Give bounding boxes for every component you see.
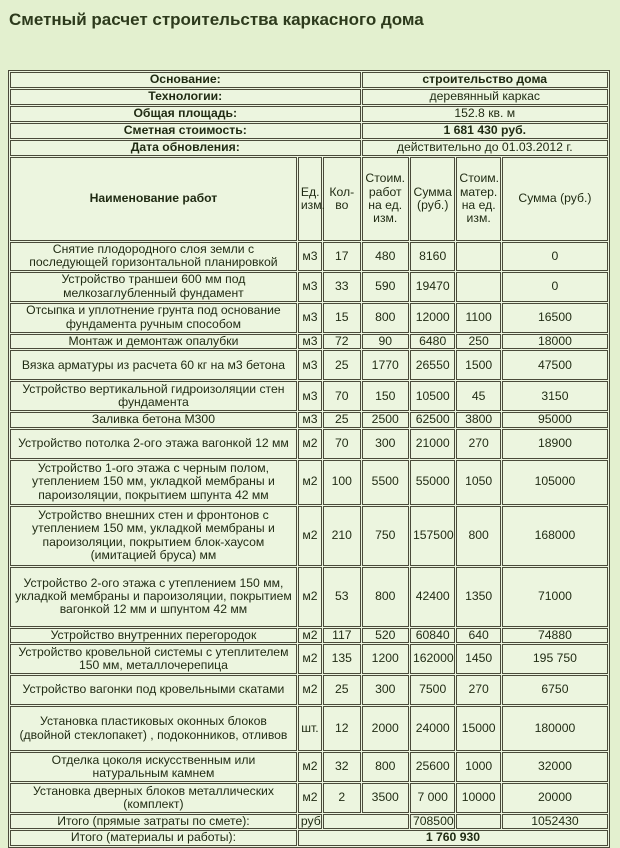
- material-price: 3800: [456, 412, 500, 427]
- material-sum: 20000: [502, 783, 608, 813]
- subtotal-empty: [456, 814, 500, 829]
- material-sum: 195 750: [502, 644, 608, 674]
- column-header-name: Наименование работ: [10, 157, 297, 241]
- quantity: 70: [323, 429, 360, 459]
- work-price: 90: [362, 334, 409, 349]
- work-name: Установка дверных блоков металлических (комплект): [10, 783, 297, 813]
- column-header-work-price: Стоим. работ на ед. изм.: [362, 157, 409, 241]
- unit: м3: [298, 303, 322, 333]
- material-sum: 3150: [502, 381, 608, 411]
- work-price: 800: [362, 303, 409, 333]
- quantity: 100: [323, 460, 360, 505]
- work-price: 300: [362, 429, 409, 459]
- table-header-row: [10, 157, 608, 241]
- quantity: 72: [323, 334, 360, 349]
- subtotal-row: [10, 814, 608, 829]
- unit: м2: [298, 429, 322, 459]
- quantity: 25: [323, 350, 360, 380]
- material-sum: 6750: [502, 675, 608, 705]
- info-value: строительство дома: [362, 72, 609, 88]
- work-price: 5500: [362, 460, 409, 505]
- column-header-qty: Кол-во: [323, 157, 360, 241]
- table-row: [10, 628, 608, 643]
- work-sum: 42400: [410, 567, 455, 627]
- unit: м3: [298, 381, 322, 411]
- table-row: [10, 350, 608, 380]
- unit: м2: [298, 783, 322, 813]
- work-sum: 157500: [410, 506, 455, 566]
- table-row: [10, 460, 608, 505]
- work-name: Устройство внутренних перегородок: [10, 628, 297, 643]
- material-price: 270: [456, 429, 500, 459]
- quantity: 135: [323, 644, 360, 674]
- unit: м2: [298, 567, 322, 627]
- work-price: 2000: [362, 706, 409, 751]
- info-row: [10, 89, 608, 105]
- material-sum: 0: [502, 242, 608, 271]
- material-sum: 105000: [502, 460, 608, 505]
- page-title: Сметный расчет строительства каркасного дома: [9, 10, 424, 29]
- work-sum: 24000: [410, 706, 455, 751]
- quantity: 32: [323, 752, 360, 782]
- quantity: 17: [323, 242, 360, 271]
- work-sum: 6480: [410, 334, 455, 349]
- work-sum: 10500: [410, 381, 455, 411]
- column-header-material-price: Стоим. матер. на ед. изм.: [456, 157, 500, 241]
- work-name: Отсыпка и уплотнение грунта под основание фундамента ручным способом: [10, 303, 297, 333]
- quantity: 25: [323, 675, 360, 705]
- work-name: Устройство внешних стен и фронтонов с утеплением 150 мм, укладкой мембраны и пароизоляции, покрытием блок-хаусом (имитацией бруса) мм: [10, 506, 297, 566]
- quantity: 2: [323, 783, 360, 813]
- material-sum: 0: [502, 272, 608, 302]
- material-sum: 180000: [502, 706, 608, 751]
- quantity: 53: [323, 567, 360, 627]
- work-sum: 62500: [410, 412, 455, 427]
- work-price: 2500: [362, 412, 409, 427]
- work-name: Отделка цоколя искусственным или натуральным камнем: [10, 752, 297, 782]
- estimate-table: [8, 70, 610, 848]
- material-price: 1050: [456, 460, 500, 505]
- work-name: Устройство 1-ого этажа с черным полом, утеплением 150 мм, укладкой мембраны и пароизоляции, покрытием шпунта 42 мм: [10, 460, 297, 505]
- info-row: [10, 106, 608, 122]
- material-price: 800: [456, 506, 500, 566]
- info-label: Общая площадь:: [10, 106, 361, 122]
- total-label: Итого (материалы и работы):: [10, 830, 297, 845]
- material-price: 250: [456, 334, 500, 349]
- column-header-work-sum: Сумма (руб.): [410, 157, 455, 241]
- table-row: [10, 752, 608, 782]
- material-sum: 95000: [502, 412, 608, 427]
- info-value: 1 681 430 руб.: [362, 123, 609, 139]
- total-row: [10, 830, 608, 845]
- work-price: 590: [362, 272, 409, 302]
- material-sum: 16500: [502, 303, 608, 333]
- info-label: Технологии:: [10, 89, 361, 105]
- table-row: [10, 272, 608, 302]
- unit: м2: [298, 628, 322, 643]
- unit: м2: [298, 460, 322, 505]
- work-name: Вязка арматуры из расчета 60 кг на м3 бетона: [10, 350, 297, 380]
- table-row: [10, 675, 608, 705]
- material-sum: 47500: [502, 350, 608, 380]
- estimate-table-container: [8, 70, 610, 848]
- material-price: 45: [456, 381, 500, 411]
- unit: м3: [298, 412, 322, 427]
- material-sum: 71000: [502, 567, 608, 627]
- info-row: [10, 123, 608, 139]
- info-row: [10, 140, 608, 156]
- info-value: 152.8 кв. м: [362, 106, 609, 122]
- unit: м2: [298, 752, 322, 782]
- table-row: [10, 334, 608, 349]
- quantity: 25: [323, 412, 360, 427]
- info-label: Сметная стоимость:: [10, 123, 361, 139]
- material-sum: 18000: [502, 334, 608, 349]
- work-price: 300: [362, 675, 409, 705]
- unit: м2: [298, 644, 322, 674]
- work-name: Устройство кровельной системы с утеплителем 150 мм, металлочерепица: [10, 644, 297, 674]
- work-sum: 7 000: [410, 783, 455, 813]
- work-sum: 26550: [410, 350, 455, 380]
- work-sum: 21000: [410, 429, 455, 459]
- material-sum: 18900: [502, 429, 608, 459]
- work-name: Устройство траншеи 600 мм под мелкозаглубленный фундамент: [10, 272, 297, 302]
- work-price: 800: [362, 752, 409, 782]
- work-price: 800: [362, 567, 409, 627]
- work-sum: 25600: [410, 752, 455, 782]
- subtotal-empty: [323, 814, 409, 829]
- work-name: Устройство вагонки под кровельными скатами: [10, 675, 297, 705]
- material-sum: 32000: [502, 752, 608, 782]
- work-price: 480: [362, 242, 409, 271]
- material-sum: 74880: [502, 628, 608, 643]
- work-name: Заливка бетона М300: [10, 412, 297, 427]
- unit: м3: [298, 334, 322, 349]
- work-name: Установка пластиковых оконных блоков (двойной стеклопакет) , подоконников, отливов: [10, 706, 297, 751]
- info-label: Основание:: [10, 72, 361, 88]
- subtotal-unit: руб: [298, 814, 322, 829]
- work-sum: 19470: [410, 272, 455, 302]
- material-price: 1350: [456, 567, 500, 627]
- column-header-material-sum: Сумма (руб.): [502, 157, 608, 241]
- table-row: [10, 567, 608, 627]
- quantity: 15: [323, 303, 360, 333]
- material-price: 1100: [456, 303, 500, 333]
- subtotal-work-sum: 708500: [410, 814, 455, 829]
- unit: шт.: [298, 706, 322, 751]
- table-row: [10, 303, 608, 333]
- quantity: 70: [323, 381, 360, 411]
- material-price: [456, 242, 500, 271]
- unit: м2: [298, 506, 322, 566]
- work-sum: 8160: [410, 242, 455, 271]
- estimate-table-body: [10, 72, 608, 846]
- unit: м2: [298, 675, 322, 705]
- subtotal-label: Итого (прямые затраты по смете):: [10, 814, 297, 829]
- work-sum: 7500: [410, 675, 455, 705]
- quantity: 210: [323, 506, 360, 566]
- work-price: 1200: [362, 644, 409, 674]
- table-row: [10, 381, 608, 411]
- material-price: 270: [456, 675, 500, 705]
- work-price: 520: [362, 628, 409, 643]
- work-price: 3500: [362, 783, 409, 813]
- work-name: Монтаж и демонтаж опалубки: [10, 334, 297, 349]
- work-name: Устройство вертикальной гидроизоляции стен фундамента: [10, 381, 297, 411]
- work-name: Устройство 2-ого этажа с утеплением 150 мм, укладкой мембраны и пароизоляции, покрытием вагонкой 12 мм и шпунтом 42 мм: [10, 567, 297, 627]
- work-price: 150: [362, 381, 409, 411]
- material-price: [456, 272, 500, 302]
- work-sum: 12000: [410, 303, 455, 333]
- table-row: [10, 644, 608, 674]
- material-price: 1450: [456, 644, 500, 674]
- unit: м3: [298, 272, 322, 302]
- info-row: [10, 72, 608, 88]
- table-row: [10, 242, 608, 271]
- total-value: 1 760 930: [298, 830, 608, 845]
- quantity: 33: [323, 272, 360, 302]
- work-sum: 55000: [410, 460, 455, 505]
- unit: м3: [298, 242, 322, 271]
- unit: м3: [298, 350, 322, 380]
- table-row: [10, 412, 608, 427]
- info-label: Дата обновления:: [10, 140, 361, 156]
- work-sum: 60840: [410, 628, 455, 643]
- info-value: деревянный каркас: [362, 89, 609, 105]
- material-price: 1500: [456, 350, 500, 380]
- work-name: Снятие плодородного слоя земли с последующей горизонтальной планировкой: [10, 242, 297, 271]
- info-value: действительно до 01.03.2012 г.: [362, 140, 609, 156]
- quantity: 117: [323, 628, 360, 643]
- table-row: [10, 706, 608, 751]
- column-header-unit: Ед. изм.: [298, 157, 322, 241]
- work-sum: 162000: [410, 644, 455, 674]
- material-sum: 168000: [502, 506, 608, 566]
- work-name: Устройство потолка 2-огo этажа вагонкой 12 мм: [10, 429, 297, 459]
- material-price: 10000: [456, 783, 500, 813]
- table-row: [10, 783, 608, 813]
- material-price: 1000: [456, 752, 500, 782]
- table-row: [10, 506, 608, 566]
- work-price: 750: [362, 506, 409, 566]
- subtotal-material-sum: 1052430: [502, 814, 608, 829]
- table-row: [10, 429, 608, 459]
- quantity: 12: [323, 706, 360, 751]
- material-price: 640: [456, 628, 500, 643]
- work-price: 1770: [362, 350, 409, 380]
- material-price: 15000: [456, 706, 500, 751]
